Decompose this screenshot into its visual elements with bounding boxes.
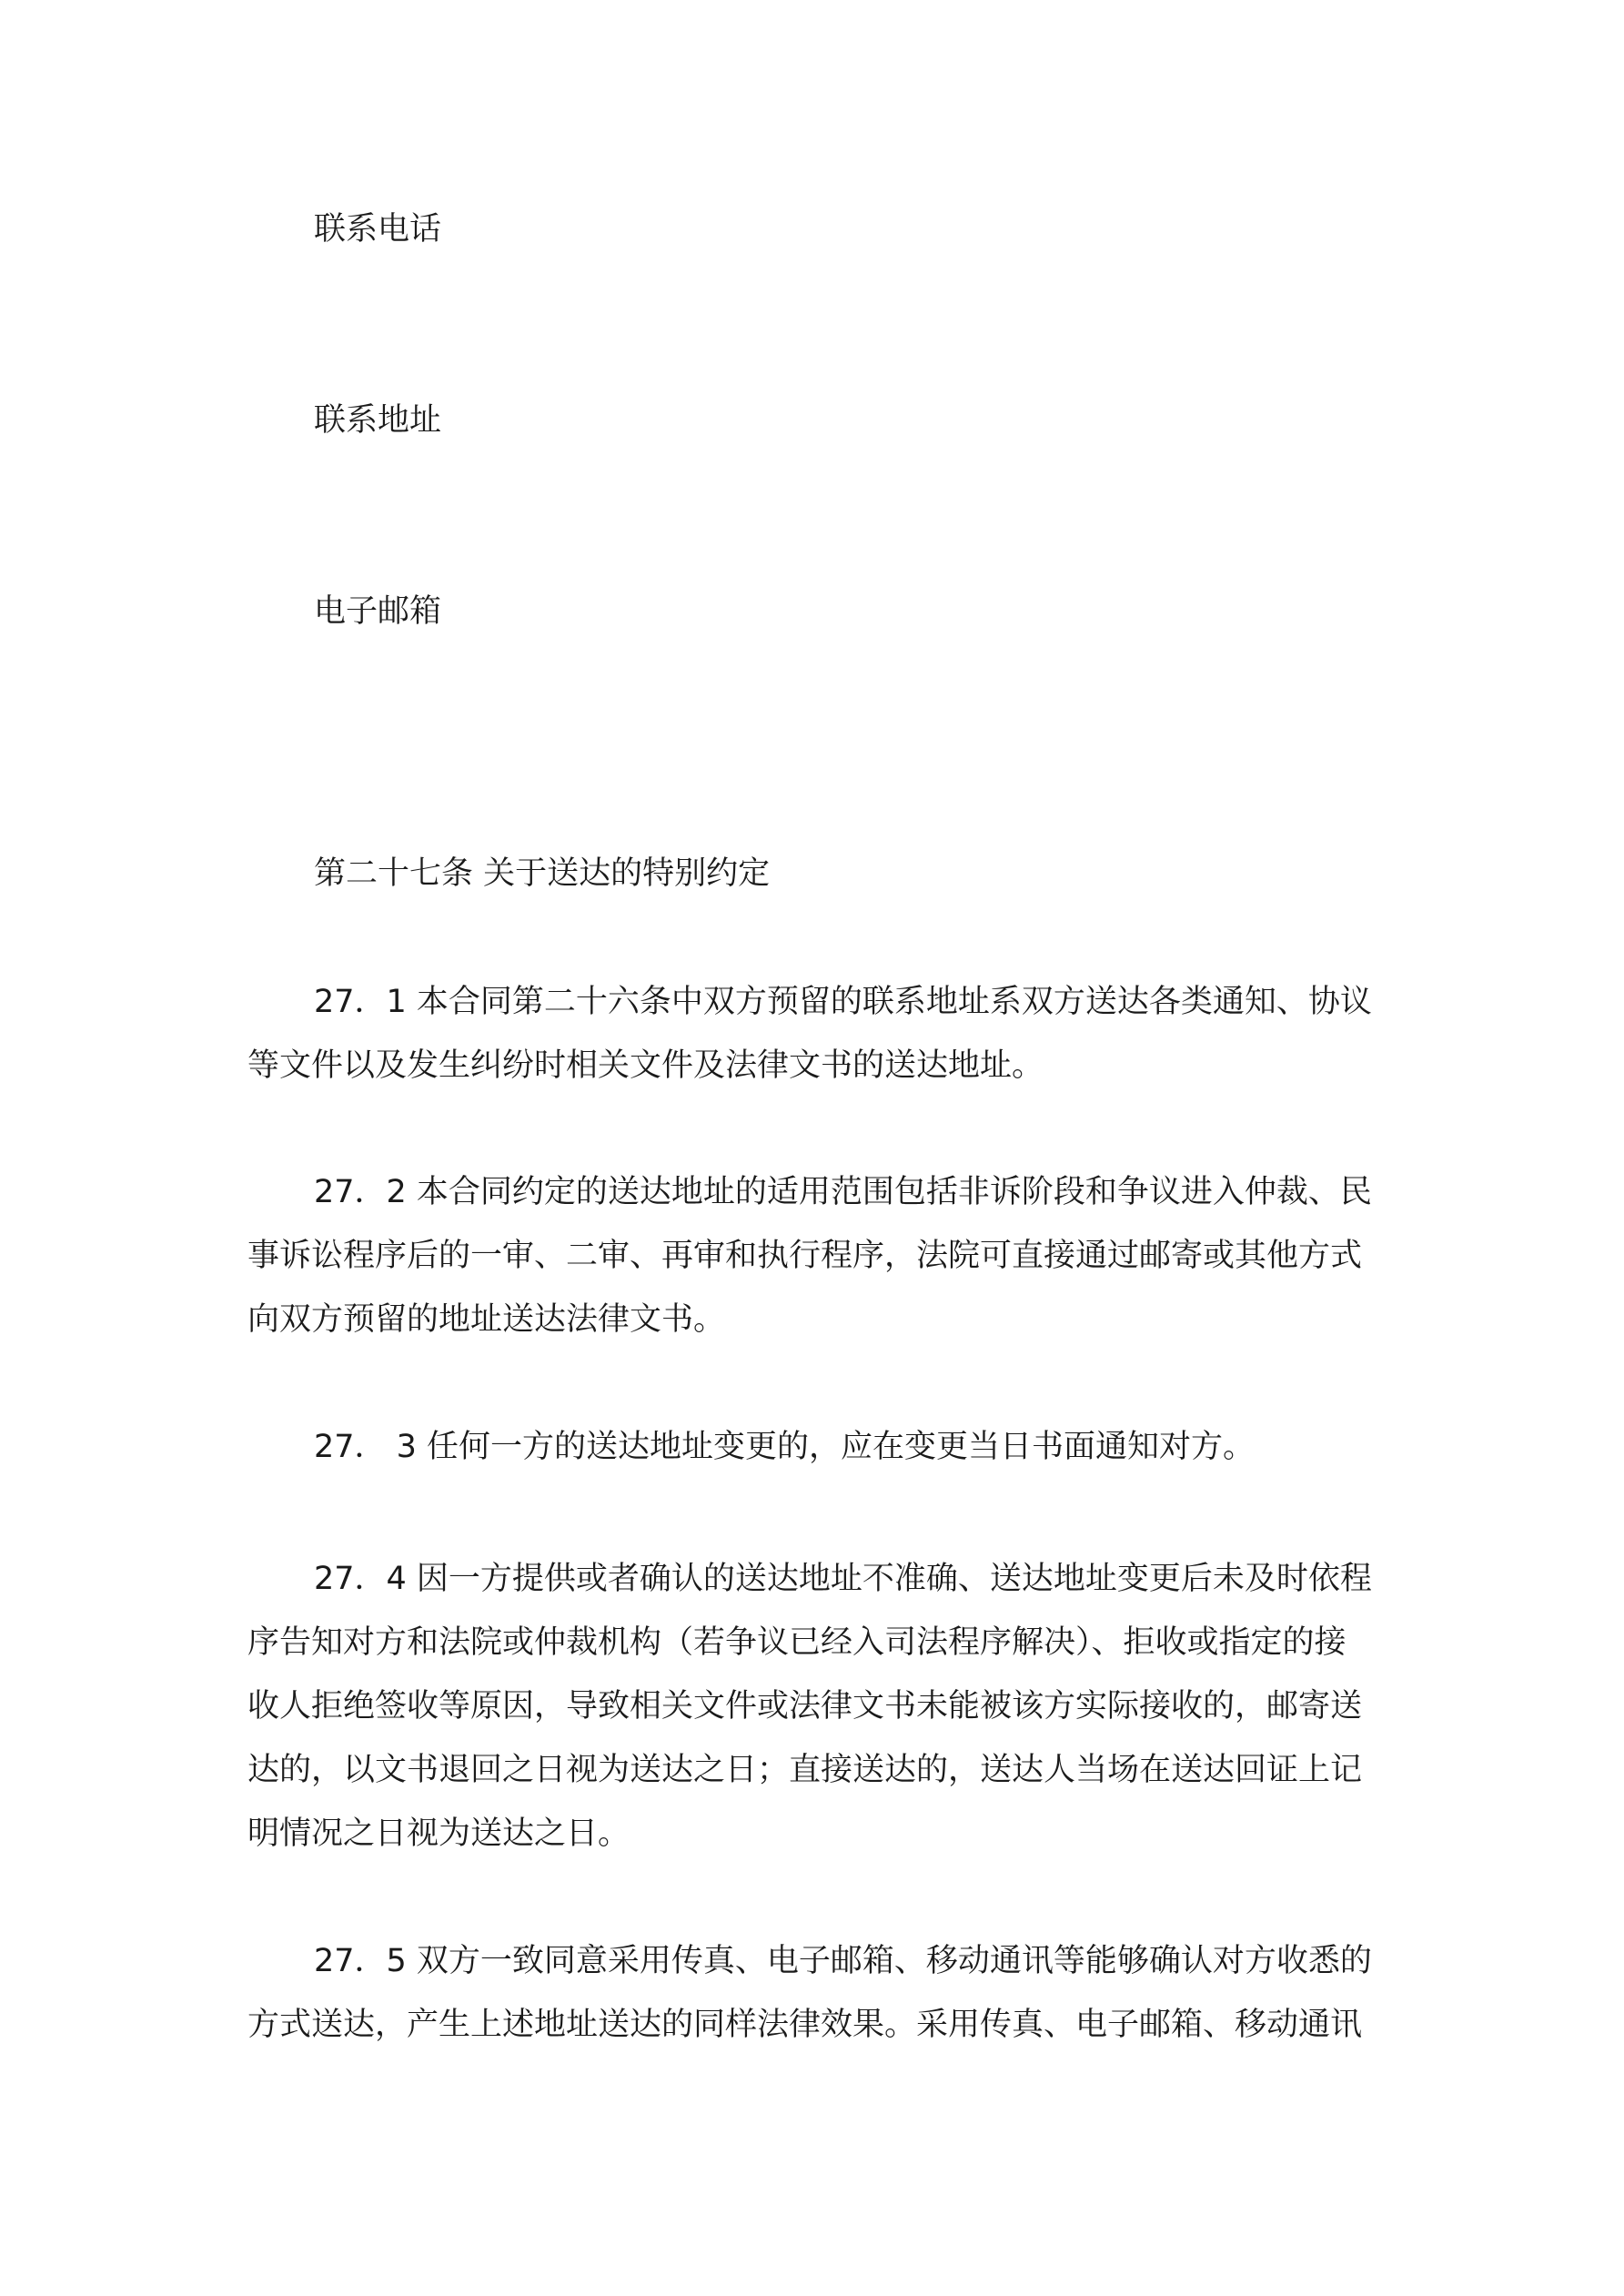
field-address-label: 联系地址	[314, 402, 442, 439]
field-phone-label: 联系电话	[314, 211, 442, 248]
clause-27-5	[247, 1929, 1394, 2057]
paragraph-line: 27．1 本合同第二十六条中双方预留的联系地址系双方送达各类通知、协议	[314, 984, 1372, 1020]
paragraph-line: 27．4 因一方提供或者确认的送达地址不准确、送达地址变更后未及时依程	[314, 1561, 1372, 1597]
clause-27-2	[247, 1160, 1394, 1351]
paragraph-line: 收人拒绝签收等原因，导致相关文件或法律文书未能被该方实际接收的，邮寄送	[247, 1688, 1363, 1725]
clause-27-4	[247, 1547, 1394, 1866]
paragraph-line: 达的，以文书退回之日视为送达之日；直接送达的，送达人当场在送达回证上记	[247, 1752, 1363, 1788]
paragraph-line: 27． 3 任何一方的送达地址变更的，应在变更当日书面通知对方。	[314, 1429, 1256, 1465]
clause-27-1	[247, 970, 1394, 1097]
clause-27-3	[247, 1415, 1394, 1479]
field-email-label: 电子邮箱	[314, 593, 442, 630]
paragraph-line: 明情况之日视为送达之日。	[247, 1816, 630, 1852]
paragraph-line: 27．5 双方一致同意采用传真、电子邮箱、移动通讯等能够确认对方收悉的	[314, 1943, 1372, 1979]
paragraph-line: 27．2 本合同约定的送达地址的适用范围包括非诉阶段和争议进入仲裁、民	[314, 1174, 1372, 1210]
paragraph-line: 事诉讼程序后的一审、二审、再审和执行程序，法院可直接通过邮寄或其他方式	[247, 1238, 1363, 1274]
paragraph-line: 序告知对方和法院或仲裁机构（若争议已经入司法程序解决）、拒收或指定的接	[247, 1624, 1347, 1661]
section-heading: 第二十七条 关于送达的特别约定	[314, 855, 771, 892]
paragraph-line: 等文件以及发生纠纷时相关文件及法律文书的送达地址。	[247, 1047, 1044, 1084]
paragraph-line: 向双方预留的地址送达法律文书。	[247, 1301, 726, 1338]
paragraph-line: 方式送达，产生上述地址送达的同样法律效果。采用传真、电子邮箱、移动通讯	[247, 2007, 1363, 2043]
